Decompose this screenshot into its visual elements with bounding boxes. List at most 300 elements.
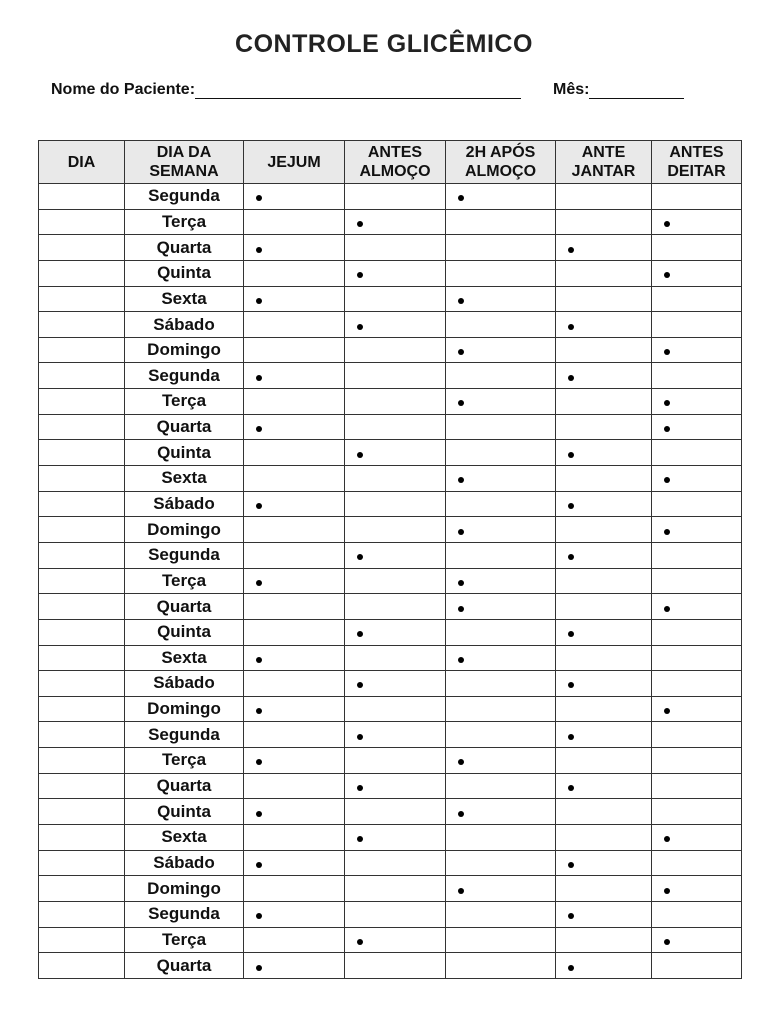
day-cell[interactable] — [39, 414, 125, 440]
day-cell[interactable] — [39, 722, 125, 748]
day-cell[interactable] — [39, 671, 125, 697]
table-row — [39, 209, 742, 235]
measurement-cell[interactable] — [345, 645, 446, 671]
weekday-cell: Domingo — [125, 876, 244, 902]
measurement-cell[interactable] — [556, 773, 652, 799]
measurement-cell[interactable] — [556, 337, 652, 363]
table-row — [39, 876, 742, 902]
table-row — [39, 927, 742, 953]
column-header: ANTE JANTAR — [556, 141, 652, 184]
measurement-cell[interactable] — [556, 389, 652, 415]
measurement-cell[interactable] — [446, 337, 556, 363]
measurement-cell[interactable] — [446, 312, 556, 338]
measurement-cell[interactable] — [345, 850, 446, 876]
measurement-cell[interactable] — [446, 773, 556, 799]
measurement-cell[interactable] — [556, 517, 652, 543]
bullet-marker — [256, 708, 262, 714]
table-row — [39, 901, 742, 927]
weekday-cell: Segunda — [125, 184, 244, 210]
weekday-cell: Terça — [125, 389, 244, 415]
measurement-cell[interactable] — [446, 414, 556, 440]
weekday-cell: Segunda — [125, 901, 244, 927]
bullet-marker — [458, 349, 464, 355]
measurement-cell[interactable] — [446, 901, 556, 927]
measurement-cell[interactable] — [652, 542, 742, 568]
measurement-cell[interactable] — [244, 594, 345, 620]
measurement-cell[interactable] — [556, 466, 652, 492]
weekday-cell: Sábado — [125, 491, 244, 517]
measurement-cell[interactable] — [446, 209, 556, 235]
measurement-cell[interactable] — [345, 799, 446, 825]
weekday-cell: Quinta — [125, 260, 244, 286]
month-label: Mês: — [553, 81, 590, 98]
measurement-cell[interactable] — [446, 825, 556, 851]
weekday-cell: Quarta — [125, 953, 244, 979]
measurement-cell[interactable] — [652, 312, 742, 338]
day-cell[interactable] — [39, 542, 125, 568]
measurement-cell[interactable] — [446, 799, 556, 825]
measurement-cell[interactable] — [345, 901, 446, 927]
measurement-cell[interactable] — [345, 260, 446, 286]
measurement-cell[interactable] — [244, 542, 345, 568]
measurement-cell[interactable] — [345, 440, 446, 466]
measurement-cell[interactable] — [446, 260, 556, 286]
measurement-cell[interactable] — [345, 594, 446, 620]
measurement-cell[interactable] — [345, 414, 446, 440]
measurement-cell[interactable] — [244, 184, 345, 210]
measurement-cell[interactable] — [345, 363, 446, 389]
measurement-cell[interactable] — [244, 209, 345, 235]
measurement-cell[interactable] — [652, 722, 742, 748]
measurement-cell[interactable] — [446, 363, 556, 389]
measurement-cell[interactable] — [345, 389, 446, 415]
measurement-cell[interactable] — [652, 876, 742, 902]
table-row — [39, 850, 742, 876]
day-cell[interactable] — [39, 825, 125, 851]
measurement-cell[interactable] — [244, 927, 345, 953]
measurement-cell[interactable] — [652, 927, 742, 953]
measurement-cell[interactable] — [446, 235, 556, 261]
weekday-cell: Sábado — [125, 671, 244, 697]
weekday-cell: Sábado — [125, 850, 244, 876]
measurement-cell[interactable] — [446, 286, 556, 312]
measurement-cell[interactable] — [244, 568, 345, 594]
measurement-cell[interactable] — [652, 389, 742, 415]
weekday-cell: Terça — [125, 568, 244, 594]
bullet-marker — [256, 811, 262, 817]
weekday-cell: Terça — [125, 748, 244, 774]
glucose-control-table — [38, 140, 742, 979]
measurement-cell[interactable] — [244, 748, 345, 774]
measurement-cell[interactable] — [652, 337, 742, 363]
day-cell[interactable] — [39, 363, 125, 389]
measurement-cell[interactable] — [446, 748, 556, 774]
bullet-marker — [664, 939, 670, 945]
table-row — [39, 235, 742, 261]
measurement-cell[interactable] — [652, 209, 742, 235]
bullet-marker — [357, 554, 363, 560]
measurement-cell[interactable] — [652, 466, 742, 492]
bullet-marker — [256, 862, 262, 868]
measurement-cell[interactable] — [446, 876, 556, 902]
day-cell[interactable] — [39, 466, 125, 492]
weekday-cell: Quarta — [125, 235, 244, 261]
measurement-cell[interactable] — [652, 286, 742, 312]
measurement-cell[interactable] — [556, 594, 652, 620]
measurement-cell[interactable] — [345, 337, 446, 363]
measurement-cell[interactable] — [244, 645, 345, 671]
column-header: DIA — [39, 141, 125, 184]
table-row — [39, 389, 742, 415]
bullet-marker — [256, 426, 262, 432]
measurement-cell[interactable] — [556, 414, 652, 440]
measurement-cell[interactable] — [244, 286, 345, 312]
measurement-cell[interactable] — [652, 953, 742, 979]
measurement-cell[interactable] — [556, 799, 652, 825]
bullet-marker — [664, 888, 670, 894]
measurement-cell[interactable] — [244, 363, 345, 389]
day-cell[interactable] — [39, 235, 125, 261]
measurement-cell[interactable] — [556, 209, 652, 235]
day-cell[interactable] — [39, 799, 125, 825]
measurement-cell[interactable] — [446, 491, 556, 517]
day-cell[interactable] — [39, 389, 125, 415]
weekday-cell: Quinta — [125, 799, 244, 825]
measurement-cell[interactable] — [446, 671, 556, 697]
measurement-cell[interactable] — [345, 748, 446, 774]
day-cell[interactable] — [39, 619, 125, 645]
bullet-marker — [458, 400, 464, 406]
table-header-row — [39, 141, 742, 184]
measurement-cell[interactable] — [556, 491, 652, 517]
measurement-cell[interactable] — [652, 825, 742, 851]
measurement-cell[interactable] — [345, 517, 446, 543]
bullet-marker — [568, 682, 574, 688]
bullet-marker — [357, 836, 363, 842]
measurement-cell[interactable] — [345, 773, 446, 799]
weekday-cell: Quarta — [125, 773, 244, 799]
measurement-cell[interactable] — [652, 594, 742, 620]
bullet-marker — [664, 477, 670, 483]
bullet-marker — [568, 503, 574, 509]
measurement-cell[interactable] — [244, 260, 345, 286]
table-row — [39, 184, 742, 210]
day-cell[interactable] — [39, 876, 125, 902]
measurement-cell[interactable] — [556, 568, 652, 594]
measurement-cell[interactable] — [556, 850, 652, 876]
measurement-cell[interactable] — [446, 619, 556, 645]
weekday-cell: Sexta — [125, 286, 244, 312]
measurement-cell[interactable] — [652, 850, 742, 876]
bullet-marker — [357, 939, 363, 945]
bullet-marker — [664, 400, 670, 406]
measurement-cell[interactable] — [652, 491, 742, 517]
measurement-cell[interactable] — [556, 748, 652, 774]
measurement-cell[interactable] — [446, 594, 556, 620]
measurement-cell[interactable] — [556, 876, 652, 902]
measurement-cell[interactable] — [244, 901, 345, 927]
measurement-cell[interactable] — [244, 389, 345, 415]
measurement-cell[interactable] — [652, 235, 742, 261]
month-field[interactable] — [589, 80, 684, 99]
bullet-marker — [357, 452, 363, 458]
bullet-marker — [664, 349, 670, 355]
measurement-cell[interactable] — [244, 235, 345, 261]
bullet-marker — [568, 375, 574, 381]
measurement-cell[interactable] — [556, 440, 652, 466]
weekday-cell: Sábado — [125, 312, 244, 338]
measurement-cell[interactable] — [345, 184, 446, 210]
measurement-cell[interactable] — [244, 876, 345, 902]
measurement-cell[interactable] — [244, 414, 345, 440]
bullet-marker — [568, 452, 574, 458]
measurement-cell[interactable] — [556, 312, 652, 338]
measurement-cell[interactable] — [244, 671, 345, 697]
measurement-cell[interactable] — [652, 260, 742, 286]
measurement-cell[interactable] — [652, 184, 742, 210]
day-cell[interactable] — [39, 440, 125, 466]
measurement-cell[interactable] — [556, 645, 652, 671]
weekday-cell: Quinta — [125, 440, 244, 466]
bullet-marker — [664, 272, 670, 278]
bullet-marker — [664, 529, 670, 535]
bullet-marker — [664, 836, 670, 842]
measurement-cell[interactable] — [345, 927, 446, 953]
measurement-cell[interactable] — [345, 722, 446, 748]
measurement-cell[interactable] — [652, 773, 742, 799]
weekday-cell: Terça — [125, 927, 244, 953]
measurement-cell[interactable] — [556, 286, 652, 312]
weekday-cell: Segunda — [125, 363, 244, 389]
weekday-cell: Sexta — [125, 645, 244, 671]
day-cell[interactable] — [39, 568, 125, 594]
measurement-cell[interactable] — [345, 696, 446, 722]
measurement-cell[interactable] — [345, 542, 446, 568]
measurement-cell[interactable] — [345, 209, 446, 235]
measurement-cell[interactable] — [556, 542, 652, 568]
measurement-cell[interactable] — [345, 312, 446, 338]
day-cell[interactable] — [39, 927, 125, 953]
day-cell[interactable] — [39, 696, 125, 722]
table-row — [39, 594, 742, 620]
table-row — [39, 722, 742, 748]
bullet-marker — [664, 708, 670, 714]
measurement-cell[interactable] — [652, 671, 742, 697]
bullet-marker — [568, 965, 574, 971]
measurement-cell[interactable] — [244, 953, 345, 979]
measurement-cell[interactable] — [556, 825, 652, 851]
measurement-cell[interactable] — [556, 953, 652, 979]
measurement-cell[interactable] — [244, 773, 345, 799]
bullet-marker — [458, 477, 464, 483]
measurement-cell[interactable] — [345, 876, 446, 902]
bullet-marker — [458, 811, 464, 817]
measurement-cell[interactable] — [244, 312, 345, 338]
measurement-cell[interactable] — [244, 696, 345, 722]
bullet-marker — [357, 221, 363, 227]
table-row — [39, 953, 742, 979]
measurement-cell[interactable] — [652, 414, 742, 440]
weekday-cell: Terça — [125, 209, 244, 235]
bullet-marker — [357, 682, 363, 688]
weekday-cell: Domingo — [125, 517, 244, 543]
table-row — [39, 286, 742, 312]
weekday-cell: Quarta — [125, 414, 244, 440]
measurement-cell[interactable] — [345, 466, 446, 492]
measurement-cell[interactable] — [244, 491, 345, 517]
day-cell[interactable] — [39, 953, 125, 979]
day-cell[interactable] — [39, 312, 125, 338]
day-cell[interactable] — [39, 491, 125, 517]
table-body — [39, 184, 742, 979]
table-row — [39, 825, 742, 851]
measurement-cell[interactable] — [446, 927, 556, 953]
measurement-cell[interactable] — [556, 235, 652, 261]
measurement-cell[interactable] — [446, 953, 556, 979]
measurement-cell[interactable] — [652, 901, 742, 927]
measurement-cell[interactable] — [446, 389, 556, 415]
day-cell[interactable] — [39, 209, 125, 235]
measurement-cell[interactable] — [446, 645, 556, 671]
column-header: ANTES DEITAR — [652, 141, 742, 184]
measurement-cell[interactable] — [446, 850, 556, 876]
day-cell[interactable] — [39, 517, 125, 543]
table-row — [39, 517, 742, 543]
day-cell[interactable] — [39, 901, 125, 927]
weekday-cell: Domingo — [125, 337, 244, 363]
measurement-cell[interactable] — [244, 440, 345, 466]
day-cell[interactable] — [39, 260, 125, 286]
measurement-cell[interactable] — [446, 696, 556, 722]
bullet-marker — [256, 195, 262, 201]
patient-name-label: Nome do Paciente: — [51, 81, 196, 98]
measurement-cell[interactable] — [652, 440, 742, 466]
day-cell[interactable] — [39, 337, 125, 363]
measurement-cell[interactable] — [244, 850, 345, 876]
table-row — [39, 542, 742, 568]
measurement-cell[interactable] — [446, 542, 556, 568]
bullet-marker — [568, 785, 574, 791]
measurement-cell[interactable] — [244, 337, 345, 363]
measurement-cell[interactable] — [556, 363, 652, 389]
patient-name-field[interactable] — [195, 80, 521, 99]
measurement-cell[interactable] — [446, 517, 556, 543]
measurement-cell[interactable] — [446, 568, 556, 594]
table-row — [39, 414, 742, 440]
bullet-marker — [458, 657, 464, 663]
table-row — [39, 645, 742, 671]
column-header: DIA DA SEMANA — [125, 141, 244, 184]
bullet-marker — [256, 247, 262, 253]
day-cell[interactable] — [39, 645, 125, 671]
measurement-cell[interactable] — [244, 722, 345, 748]
bullet-marker — [357, 272, 363, 278]
measurement-cell[interactable] — [345, 825, 446, 851]
measurement-cell[interactable] — [345, 568, 446, 594]
bullet-marker — [664, 606, 670, 612]
measurement-cell[interactable] — [244, 825, 345, 851]
bullet-marker — [458, 529, 464, 535]
measurement-cell[interactable] — [446, 184, 556, 210]
table-row — [39, 619, 742, 645]
measurement-cell[interactable] — [345, 491, 446, 517]
weekday-cell: Domingo — [125, 696, 244, 722]
table-row — [39, 773, 742, 799]
bullet-marker — [357, 324, 363, 330]
bullet-marker — [568, 247, 574, 253]
day-cell[interactable] — [39, 594, 125, 620]
bullet-marker — [664, 221, 670, 227]
measurement-cell[interactable] — [652, 619, 742, 645]
table-row — [39, 491, 742, 517]
month-row — [553, 80, 684, 102]
table-row — [39, 799, 742, 825]
bullet-marker — [357, 734, 363, 740]
measurement-cell[interactable] — [556, 619, 652, 645]
measurement-cell[interactable] — [652, 696, 742, 722]
weekday-cell: Quarta — [125, 594, 244, 620]
bullet-marker — [256, 657, 262, 663]
measurement-cell[interactable] — [652, 799, 742, 825]
bullet-marker — [256, 759, 262, 765]
measurement-cell[interactable] — [446, 440, 556, 466]
weekday-cell: Segunda — [125, 542, 244, 568]
patient-name-row — [51, 80, 521, 102]
table-row — [39, 337, 742, 363]
day-cell[interactable] — [39, 748, 125, 774]
measurement-cell[interactable] — [652, 363, 742, 389]
measurement-cell[interactable] — [446, 466, 556, 492]
measurement-cell[interactable] — [345, 953, 446, 979]
measurement-cell[interactable] — [345, 671, 446, 697]
weekday-cell: Segunda — [125, 722, 244, 748]
table-row — [39, 260, 742, 286]
measurement-cell[interactable] — [345, 286, 446, 312]
measurement-cell[interactable] — [244, 799, 345, 825]
weekday-cell: Sexta — [125, 825, 244, 851]
measurement-cell[interactable] — [556, 927, 652, 953]
day-cell[interactable] — [39, 286, 125, 312]
weekday-cell: Sexta — [125, 466, 244, 492]
measurement-cell[interactable] — [345, 619, 446, 645]
day-cell[interactable] — [39, 184, 125, 210]
measurement-cell[interactable] — [244, 466, 345, 492]
measurement-cell[interactable] — [556, 722, 652, 748]
measurement-cell[interactable] — [652, 645, 742, 671]
measurement-cell[interactable] — [244, 517, 345, 543]
measurement-cell[interactable] — [652, 748, 742, 774]
measurement-cell[interactable] — [652, 568, 742, 594]
measurement-cell[interactable] — [244, 619, 345, 645]
bullet-marker — [664, 426, 670, 432]
day-cell[interactable] — [39, 850, 125, 876]
measurement-cell[interactable] — [556, 901, 652, 927]
day-cell[interactable] — [39, 773, 125, 799]
bullet-marker — [568, 862, 574, 868]
weekday-cell: Quinta — [125, 619, 244, 645]
measurement-cell[interactable] — [556, 184, 652, 210]
measurement-cell[interactable] — [556, 696, 652, 722]
measurement-cell[interactable] — [345, 235, 446, 261]
bullet-marker — [357, 785, 363, 791]
measurement-cell[interactable] — [556, 260, 652, 286]
measurement-cell[interactable] — [652, 517, 742, 543]
table-row — [39, 466, 742, 492]
measurement-cell[interactable] — [556, 671, 652, 697]
table-row — [39, 748, 742, 774]
column-header: ANTES ALMOÇO — [345, 141, 446, 184]
measurement-cell[interactable] — [446, 722, 556, 748]
